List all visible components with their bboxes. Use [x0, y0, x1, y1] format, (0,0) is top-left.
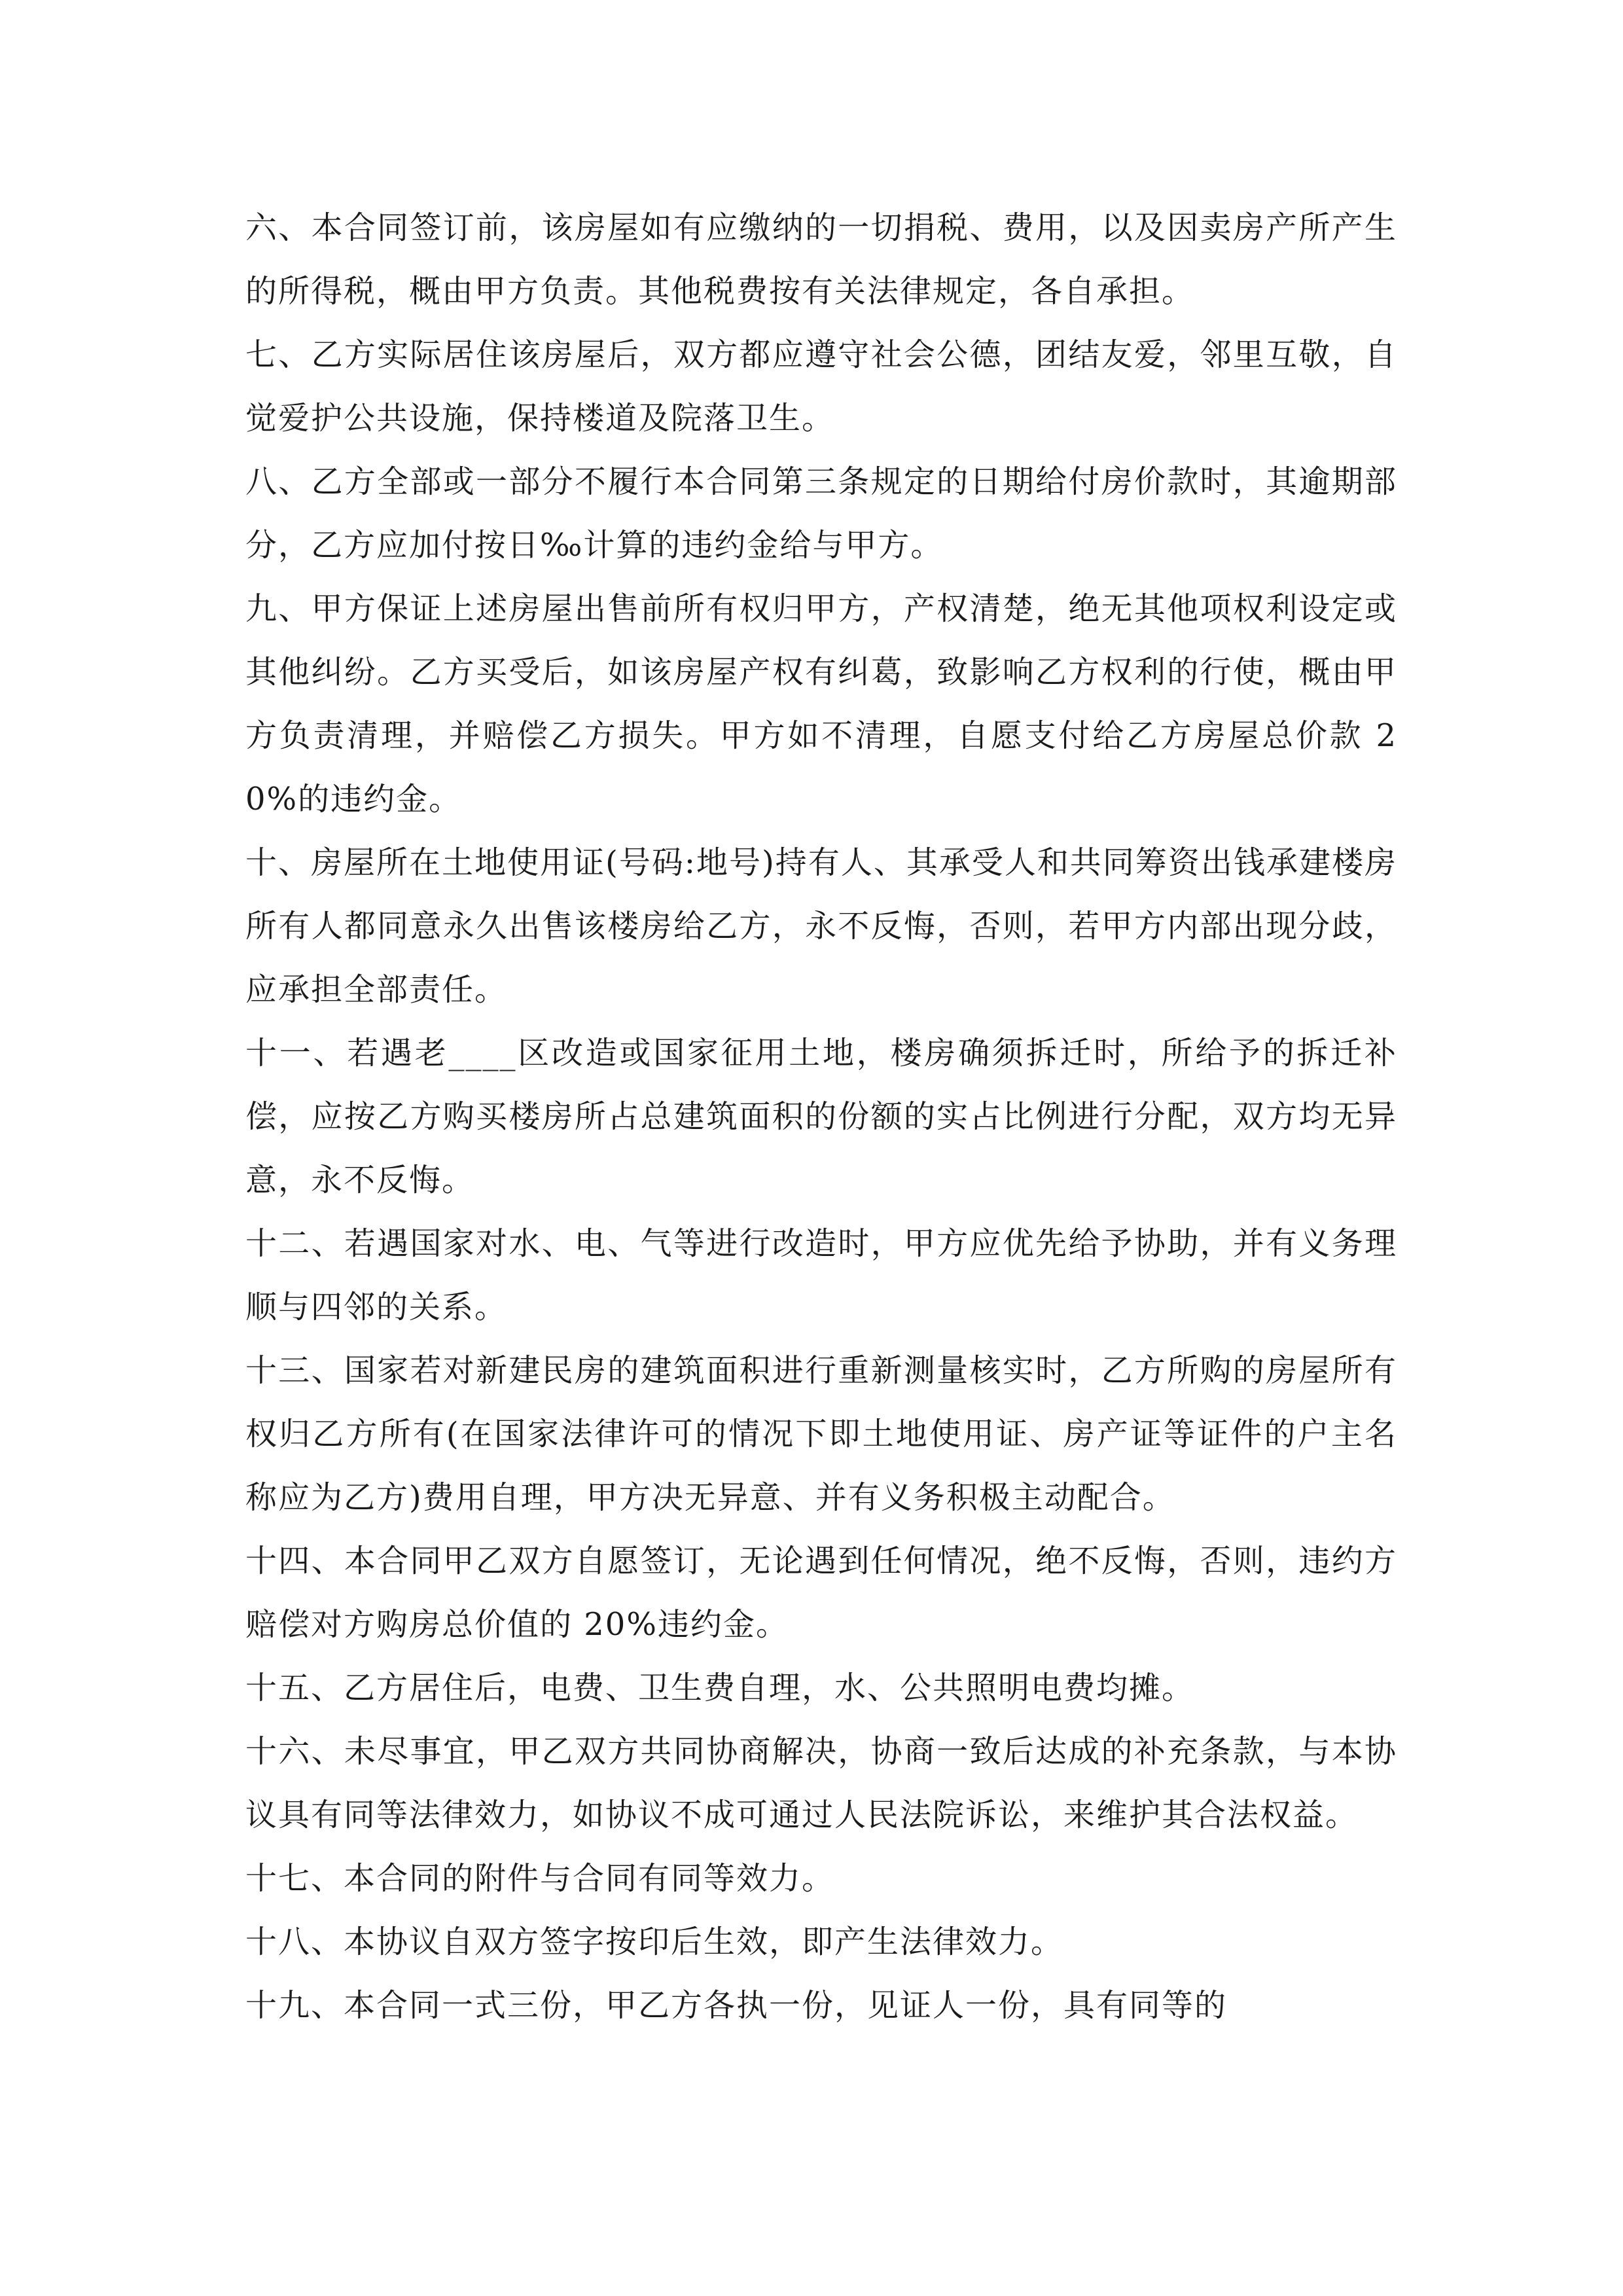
clause-12: 十二、若遇国家对水、电、气等进行改造时，甲方应优先给予协助，并有义务理顺与四邻的关系。 — [245, 1225, 1397, 1325]
clause-7: 七、乙方实际居住该房屋后，双方都应遵守社会公德，团结友爱，邻里互敬，自觉爱护公共设施，保持楼道及院落卫生。 — [245, 336, 1397, 437]
clause-14: 十四、本合同甲乙双方自愿签订，无论遇到任何情况，绝不反悔，否则，违约方赔偿对方购房总价值的 20%违约金。 — [245, 1543, 1397, 1643]
clause-6: 六、本合同签订前，该房屋如有应缴纳的一切捐税、费用，以及因卖房产所产生的所得税，概由甲方负责。其他税费按有关法律规定，各自承担。 — [245, 209, 1397, 310]
clause-9: 九、甲方保证上述房屋出售前所有权归甲方，产权清楚，绝无其他项权利设定或其他纠纷。乙方买受后，如该房屋产权有纠葛，致影响乙方权利的行使，概由甲方负责清理，并赔偿乙方损失。甲方如不清理，自愿支付给乙方房屋总价款 20%的违约金。 — [245, 590, 1397, 817]
clause-17: 十七、本合同的附件与合同有同等效力。 — [245, 1860, 835, 1897]
clause-15: 十五、乙方居住后，电费、卫生费自理，水、公共照明电费均摊。 — [245, 1670, 1195, 1706]
clause-18: 十八、本协议自双方签字按印后生效，即产生法律效力。 — [245, 1924, 1064, 1960]
clause-16: 十六、未尽事宜，甲乙双方共同协商解决，协商一致后达成的补充条款，与本协议具有同等法律效力，如协议不成可通过人民法院诉讼，来维护其合法权益。 — [245, 1733, 1397, 1833]
clause-19: 十九、本合同一式三份，甲乙方各执一份，见证人一份，具有同等的 — [245, 1987, 1228, 2024]
clause-13: 十三、国家若对新建民房的建筑面积进行重新测量核实时，乙方所购的房屋所有权归乙方所有(在国家法律许可的情况下即土地使用证、房产证等证件的户主名称应为乙方)费用自理，甲方决无异意、并有义务积极主动配合。 — [245, 1352, 1397, 1516]
clause-11: 十一、若遇老____区改造或国家征用土地，楼房确须拆迁时，所给予的拆迁补偿，应按乙方购买楼房所占总建筑面积的份额的实占比例进行分配，双方均无异意，永不反悔。 — [245, 1035, 1397, 1198]
clause-8: 八、乙方全部或一部分不履行本合同第三条规定的日期给付房价款时，其逾期部分，乙方应加付按日‰计算的违约金给与甲方。 — [245, 463, 1397, 564]
clause-10: 十、房屋所在土地使用证(号码:地号)持有人、其承受人和共同筹资出钱承建楼房所有人都同意永久出售该楼房给乙方，永不反悔，否则，若甲方内部出现分歧，应承担全部责任。 — [245, 844, 1397, 1008]
contract-body — [245, 196, 1397, 2037]
